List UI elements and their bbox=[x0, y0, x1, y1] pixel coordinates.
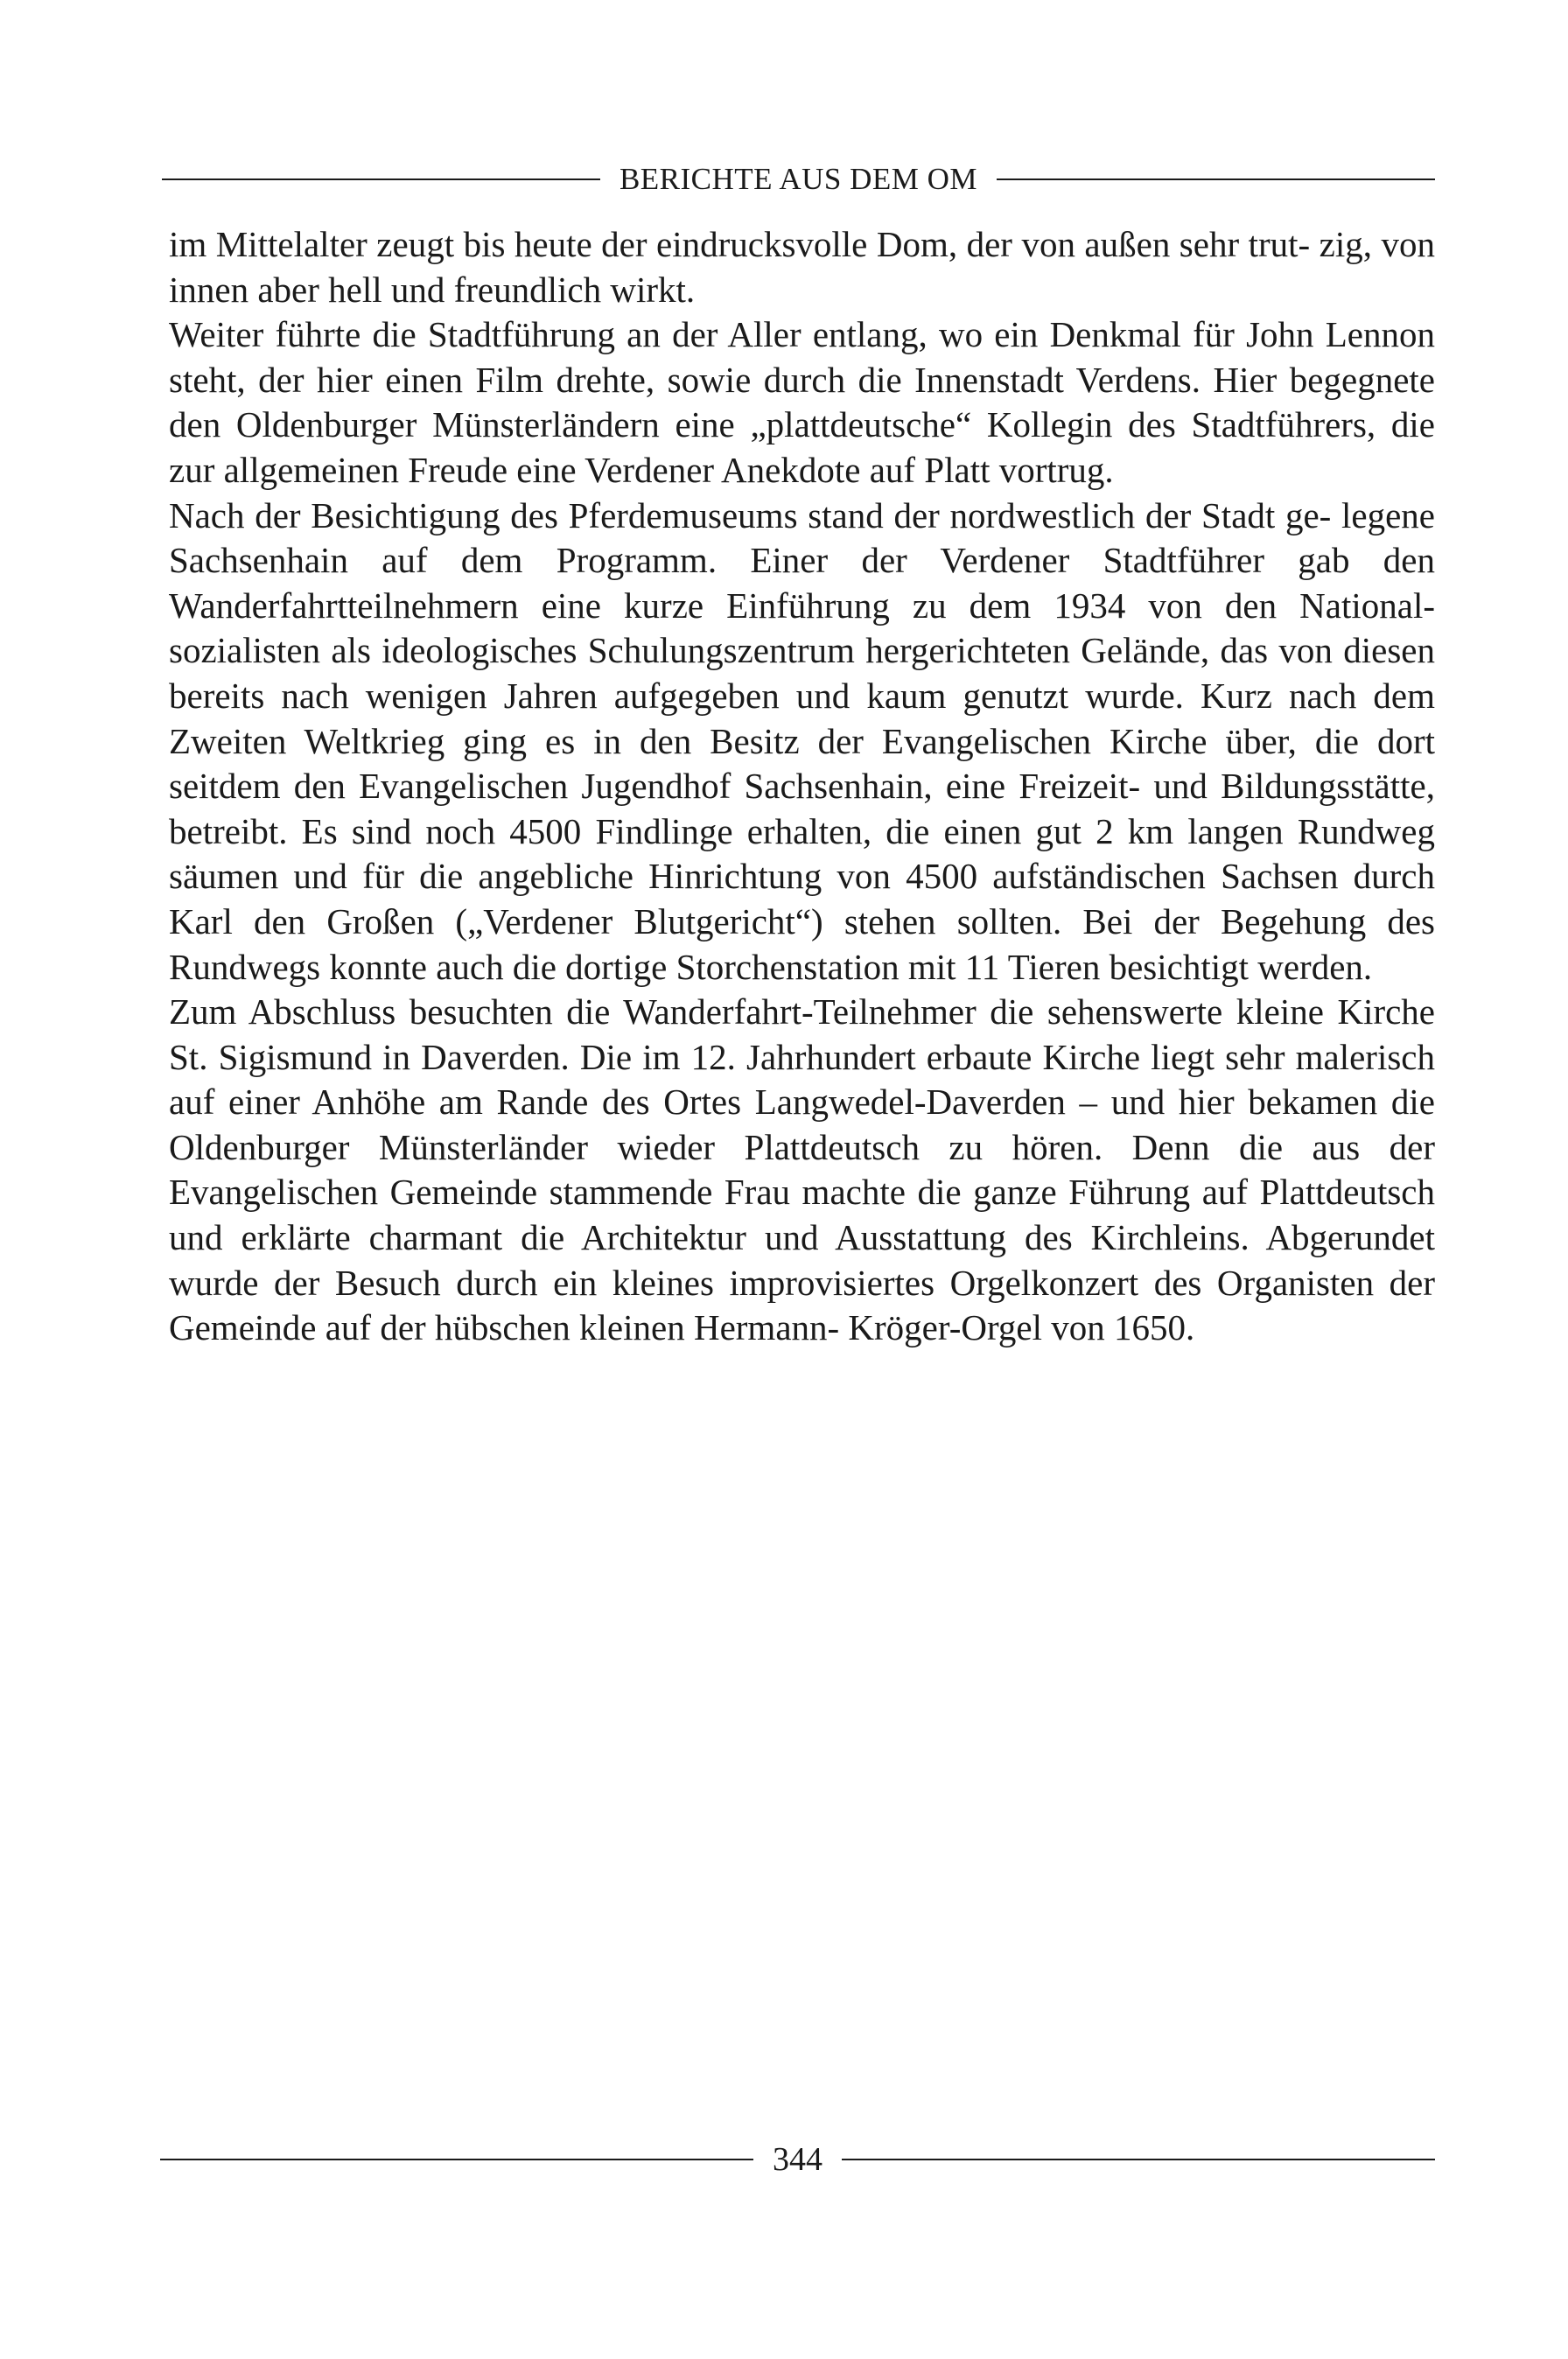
paragraph-2: Weiter führte die Stadtführung an der Aller entlang, wo ein Denkmal für John Lennon steht, der hier einen Film drehte, sowie durch die Innenstadt Verdens. Hier begegnete den Oldenburger Münsterländern eine „plattdeutsche“ Kollegin des Stadtführers, die zur allgemeinen Freude eine Verdener Anekdote auf Platt vortrug. bbox=[169, 314, 1435, 490]
article-body bbox=[169, 222, 1435, 1351]
paragraph-4: Zum Abschluss besuchten die Wanderfahrt-Teilnehmer die sehenswerte kleine Kirche St. Sigismund in Daverden. Die im 12. Jahrhundert erbaute Kirche liegt sehr malerisch auf einer Anhöhe am Rande des Ortes Langwedel-Daverden – und hier bekamen die Oldenburger Münsterländer wieder Plattdeutsch zu hören. Denn die aus der Evangelischen Gemeinde stammende Frau machte die ganze Führung auf Plattdeutsch und erklärte charmant die Architektur und Ausstattung des Kirchleins. Abgerundet wurde der Besuch durch ein kleines improvisiertes Orgelkonzert des Organisten der Gemeinde auf der hübschen kleinen Hermann- Kröger-Orgel von 1650. bbox=[169, 991, 1435, 1348]
running-head bbox=[162, 158, 1435, 201]
page-number: 344 bbox=[773, 2141, 822, 2178]
running-title: BERICHTE AUS DEM OM bbox=[619, 162, 978, 196]
footer-rule-left bbox=[160, 2159, 753, 2160]
paragraph-1: im Mittelalter zeugt bis heute der eindrucksvolle Dom, der von außen sehr trut- zig, von innen aber hell und freundlich wirkt. bbox=[169, 224, 1435, 310]
header-rule-right bbox=[997, 178, 1435, 180]
page-footer bbox=[160, 2135, 1435, 2184]
footer-rule-right bbox=[842, 2159, 1435, 2160]
header-rule-left bbox=[162, 178, 600, 180]
paragraph-3: Nach der Besichtigung des Pferdemuseums stand der nordwestlich der Stadt ge- legene Sachsenhain auf dem Programm. Einer der Verdener Stadtführer gab den Wanderfahrtteilnehmern eine kurze Einführung zu dem 1934 von den National- sozialisten als ideologisches Schulungszentrum hergerichteten Gelände, das von diesen bereits nach wenigen Jahren aufgegeben und kaum genutzt wurde. Kurz nach dem Zweiten Weltkrieg ging es in den Besitz der Evangelischen Kirche über, die dort seitdem den Evangelischen Jugendhof Sachsenhain, eine Freizeit- und Bildungsstätte, betreibt. Es sind noch 4500 Findlinge erhalten, die einen gut 2 km langen Rundweg säumen und für die angebliche Hinrichtung von 4500 aufständischen Sachsen durch Karl den Großen („Verdener Blutgericht“) stehen sollten. Bei der Begehung des Rundwegs konnte auch die dortige Storchenstation mit 11 Tieren besichtigt werden. bbox=[169, 494, 1435, 987]
